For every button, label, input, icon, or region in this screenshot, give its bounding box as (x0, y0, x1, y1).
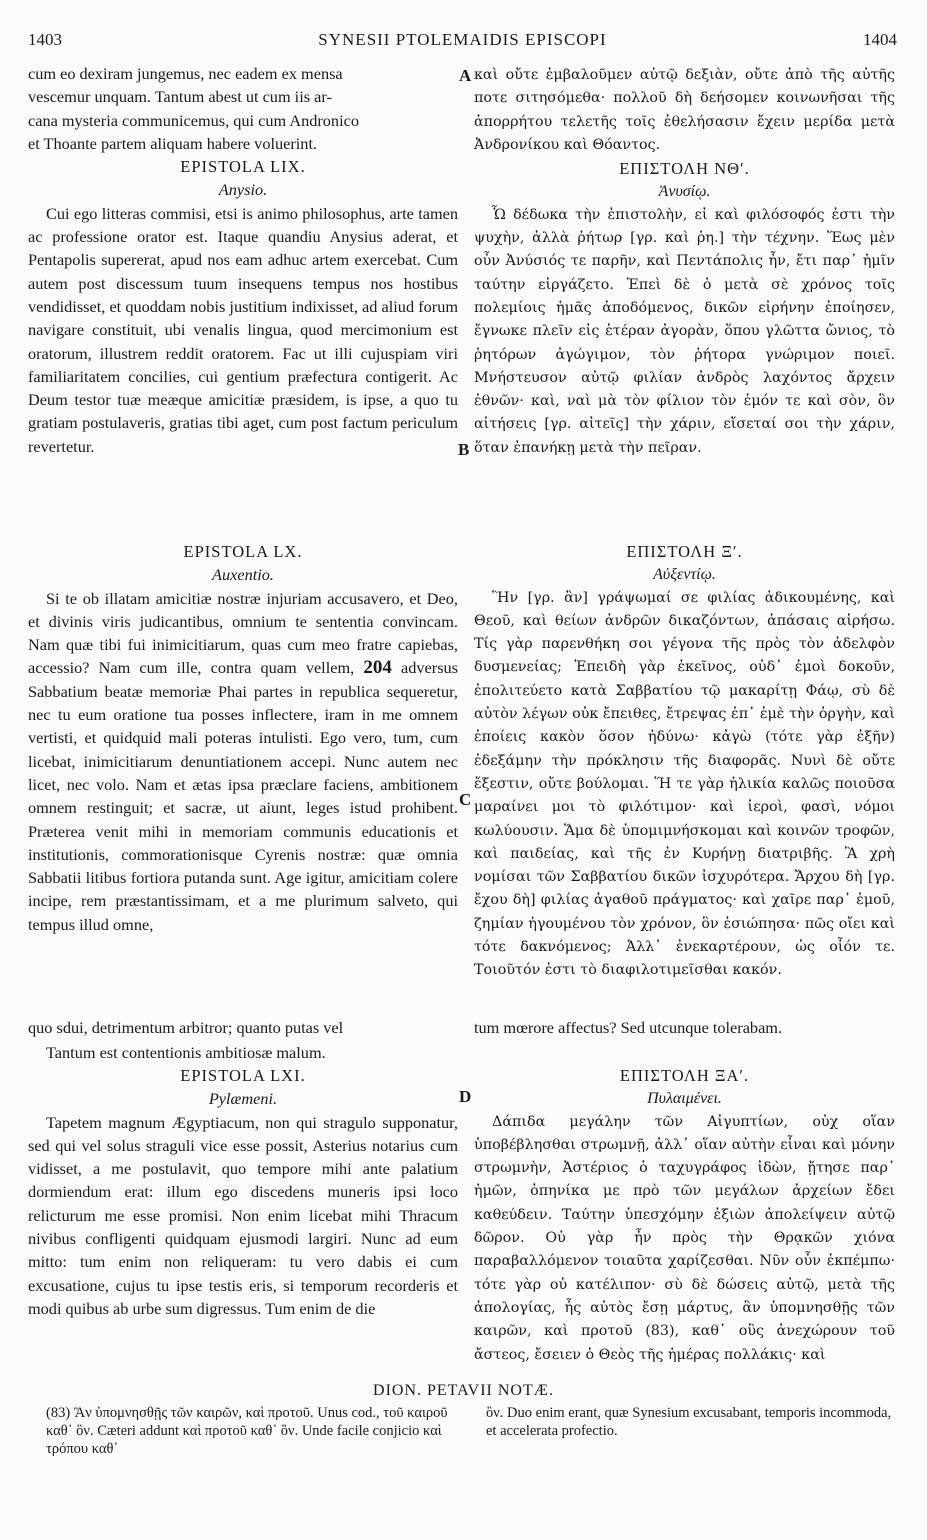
text-line: vescemur unquam. Tantum abest ut cum iis ar- (28, 87, 332, 107)
letter-body: Ἣν [γρ. ἂν] γράψωμαί σε φιλίας ἀδικουμένης, καὶ Θεοῦ, καὶ θείων ἀνδρῶν δικαζόντων, ἁπάσαις αἱρήσω. Τίς γὰρ παρενθήκη σοι γέγονα τῆς πρὸς τὸν ἀδελφὸν δυσμενείας; Ἐπειδὴ γὰρ ἐκεῖνος, οὐδ᾽ ἐμοὶ δοκοῦν, ἐπολιτεύετο κατὰ Σαββατίου τῷ μακαρίτῃ Φάῳ, σὺ δὲ αὐτὸν λέγων οὐκ ἔπειθες, ἔτρεψας ἐπ᾽ ἐμὲ τὴν ὀργὴν, καὶ ἐποίεις κακὸν ὅσον ἠδύνω· κἀγὼ (τότε γὰρ ἐξῆν) ἐδεξάμην τὴν πρόκλησιν τῆς διαφορᾶς. Νυνὶ δὲ οὔτε ἔξεστιν, οὔτε βούλομαι. Ἥ τε γὰρ ἡλικία καλῶς ποιοῦσα μαραίνει μοι τὸ φιλότιμον· καὶ ἱεροὶ, φασὶ, νόμοι κωλύουσιν. Ἅμα δὲ ὑπομιμνήσκομαι καὶ κοινῶν τροφῶν, καὶ παιδείας, καὶ τῆς ἐν Κυρήνῃ διατριβῆς. Ἃ χρὴ νομίσαι τῶν Σαββατίου δικῶν ἰσχυρότερα. Ἄρχου δὴ [γρ. ἔχου δὴ] φιλίας ἀγαθοῦ πράγματος· καὶ χαῖρε παρ᾽ ἐμοῦ, ζημίαν ἡγουμένου τὸν χρόνον, ὃν ἐσιώπησα· πῶς οἴει καὶ τότε δακνόμενος; Ἀλλ᾽ ἐνεκαρτέρουν, ὡς οἷόν τε. Τοιοῦτόν ἐστι τὸ διαφιλοτιμεῖσθαι κακόν. (474, 589, 895, 979)
latin-line: Tantum est contentionis ambitiosæ malum. (46, 1043, 326, 1062)
text-line: cana mysteria communicemus, qui cum Andronico (28, 110, 359, 130)
letter-heading: EPISTOLA LIX. (180, 157, 306, 177)
letter-heading: EPISTOLA LX. (183, 542, 303, 561)
greek-column-epistle-61 (474, 1064, 895, 1367)
letter-addressee: Ἀνυσίῳ. (658, 183, 711, 201)
letter-heading: ΕΠΙΣΤΟΛΗ ΝΘʹ. (619, 159, 750, 179)
letter-addressee: Auxentio. (212, 565, 274, 585)
greek-column-top (474, 64, 895, 460)
folio-number: 204 (363, 657, 392, 679)
latin-column-top (28, 62, 458, 458)
letter-heading: EPISTOLA LXI. (180, 1066, 306, 1085)
page-number-left: 1403 (28, 30, 62, 49)
footnote-right: ὃν. Duo enim erant, quæ Synesium excusabant, temporis incommoda, et accelerata profectio. (486, 1405, 892, 1439)
footnote-left: (83) Ἂν ὑπομνησθῇς τῶν καιρῶν, καὶ προτοῦ. Unus cod., τοῦ καιροῦ καθ᾽ ὃν. Cæteri addunt καὶ προτοῦ καθ᾽ ὃν. Unde facile conjicio καὶ τρόπου καθ᾽ (46, 1405, 448, 1457)
letter-body: Δάπιδα μεγάλην τῶν Αἰγυπτίων, οὐχ οἵαν ὑποβέβλησθαι στρωμνῇ, ἀλλ᾽ οἵαν αὐτὴν εἶναι καὶ μόνην στρωμνὴν, Ἀστέριος ὁ ταχυγράφος ἰδὼν, ᾔτησε παρ᾽ ἡμῶν, ὁπηνίκα με πρὸ τῶν μεγάλων ἀρχείων ἔδει καθεύδειν. Ταύτην ὑπεσχόμην ἐξιὼν ἀπολείψειν αὐτῷ δῶρον. Οὐ γὰρ ἦν πρὸς τὴν Θρᾳκῶν χιόνα παραβαλλόμενον τοιαῦτα χαρίζεσθαι. Νῦν οὖν ἐκπέμπω· τότε γὰρ οὐ κατέλιπον· σὺ δὲ δώσεις αὐτῷ, μετὰ τῆς ἀπολογίας, ἧς αὐτὸς ἔσῃ μάρτυς, ἂν ὑπομνησθῇς τῶν καιρῶν, καὶ προτοῦ (83), καθ᾽ οὓς ἀνεχώρουν τοῦ ἄστεος, ἔσειεν ὁ Θεὸς τῆς ἡμέρας πολλάκις· καὶ (474, 1113, 895, 1363)
text-line: et Thoante partem aliquam habere voluerint. (28, 133, 318, 153)
latin-column-epistle-60 (28, 540, 458, 936)
page-number-right: 1404 (863, 30, 897, 49)
letter-heading: ΕΠΙΣΤΟΛΗ ΞΑʹ. (619, 1066, 750, 1085)
notes-title: DION. PETAVII NOTÆ. (373, 1382, 554, 1399)
letter-body: καὶ οὔτε ἐμβαλοῦμεν αὐτῷ δεξιὰν, οὔτε ἀπὸ τῆς αὐτῆς ποτε σιτησόμεθα· πολλοῦ δὴ δεήσομεν κοινωνῆσαι τῆς ἀπορρήτου τελετῆς τοῖς ἐθελήσασιν ἔχειν μερίδα μετὰ Ἀνδρονίκου καὶ Θόαντος. (474, 67, 895, 153)
letter-body: Tapetem magnum Ægyptiacum, non qui stragulo supponatur, sed qui vel solus straguli vice esse possit, Asterius notarius cum vidisset, a me postulavit, quo tempore mihi ante palatium dormiendum erat: illum ego discedens muneris ipsi loco relicturum me esse promisi. Non enim licebat mihi Thracum nivibus confligenti quidquam ejusmodi largiri. Nunc ad eum mitto: tum enim non reliqueram: tu vero dabis ei cum excusatione, cujus tu ipse testis eris, si temporum recorderis et modi quibus ab urbe sum digressus. Tum enim de die (28, 1112, 458, 1318)
greek-column-epistle-60 (474, 540, 895, 983)
running-title: SYNESII PTOLEMAIDIS EPISCOPI (318, 30, 607, 49)
margin-letter-a: A (459, 66, 472, 85)
latin-column-epistle-61 (28, 1064, 458, 1320)
letter-addressee: Πυλαιμένει. (647, 1090, 722, 1108)
letter-body (28, 587, 458, 936)
letter-body: Ὧ δέδωκα τὴν ἐπιστολὴν, εἰ καὶ φιλόσοφός ἐστι τὴν ψυχὴν, ἀλλὰ ῥήτωρ [γρ. καὶ ῥη.] τὴν τέχνην. Ἕως μὲν οὖν Ἀνύσιός τε παρῆν, καὶ Πεντάπολις ἦν, ἔτι παρ᾽ ἡμῖν ταύτην εἰργάζετο. Ἐπεὶ δὲ ὁ μετὰ σὲ χρόνος τοῖς πολεμίοις ἡμᾶς ἀποδόμενος, δικῶν εἰρήνην ἐποίησεν, ἔγνωκε πλεῖν εἰς ἑτέραν ἀγορὰν, ὅπου γλῶττα ὤνιος, τὸ ῥητόρων ἀγώγιμον, τὸν ῥήτορα γνώριμον ποιεῖ. Μνήστευσον αὐτῷ φιλίαν ἀνδρὸς λαχόντος ἄρχειν ἐθνῶν· καὶ, ναὶ μὰ τὸν φίλιον τὸν ἐμόν τε καὶ σὸν, ὃν αἰτήσεις [γρ. αἰτεῖς] τὴν χάριν, εἴσεταί σοι τὴν χάριν, ὅταν ἐπανήκῃ μετὰ τὴν πεῖραν. (474, 206, 895, 456)
latin-line: quo sdui, detrimentum arbitror; quanto putas vel (28, 1018, 344, 1037)
margin-letter-d: D (459, 1087, 472, 1106)
letter-addressee: Αὐξεντίῳ. (653, 566, 716, 584)
latin-line-continued: tum mœrore affectus? Sed utcunque tolerabam. (474, 1018, 783, 1037)
margin-letter-c: C (459, 790, 472, 809)
letter-addressee: Anysio. (218, 180, 268, 200)
letter-body-part: adversus Sabbatium beatæ memoriæ Phai partes in republica sequeretur, nec tu eum oratione tua posses inflectere, iram in me omnem vertisti, et quidquid mali poteras intulisti. Ego vero, tum, cum licebat, inimicitiarum denuntiationem accepi. Nunc autem nec licet, nec volo. Nam et ætas ipsa præclare faciens, ambitionem omnem restinguit; et sacræ, ut aiunt, leges istud prohibent. Præterea venit mihi in memoriam communis educationis et institutionis, commorationisque Cyrenis nostræ: quæ omnia Sabbatii litibus fortiora putanda sunt. Age igitur, amicitiam colere incipe, rem præstantissimam, et a me plurimum salveto, qui tempus illud omne, (28, 658, 459, 934)
text-line: cum eo dexiram jungemus, nec eadem ex mensa (28, 64, 343, 83)
margin-letter-b: B (458, 440, 470, 459)
letter-body-part: Si te ob illatam amicitiæ nostræ injuriam accusavero, et Deo, et divinis viris judicantibus, omnium te sententia convincam. Nam quæ tibi fui inimicitiarum, quas cum meo fratre capiebas, accessio? Nam cum ille, contra quam vellem, (28, 588, 458, 678)
letter-heading: ΕΠΙΣΤΟΛΗ Ξʹ. (626, 542, 743, 561)
letter-body: Cui ego litteras commisi, etsi is animo philosophus, arte tamen ac professione orator est. Itaque quandiu Anysius aderat, et Pentapolis supererat, apud nos eam adhuc artem exercebat. Cum autem post discessum tuum insequens tempus nos hostibus vendidisset, et quoddam nobis justitium indixisset, ad aliud forum navigare constituit, ubi venalis lingua, quod mercimonium est oratorum, illustrem reddit oratorem. Fac ut illi cujuspiam viri familiaritatem concilies, cui gentium præfectura contigerit. Ac Deum testor tuæ meæque amicitiæ præsidem, is ipse, a quo tu gratiam postulaveris, gratias tibi aget, cum post factum periculum revertetur. (28, 203, 458, 456)
letter-addressee: Pylæmeni. (208, 1089, 278, 1109)
running-header (28, 30, 897, 56)
